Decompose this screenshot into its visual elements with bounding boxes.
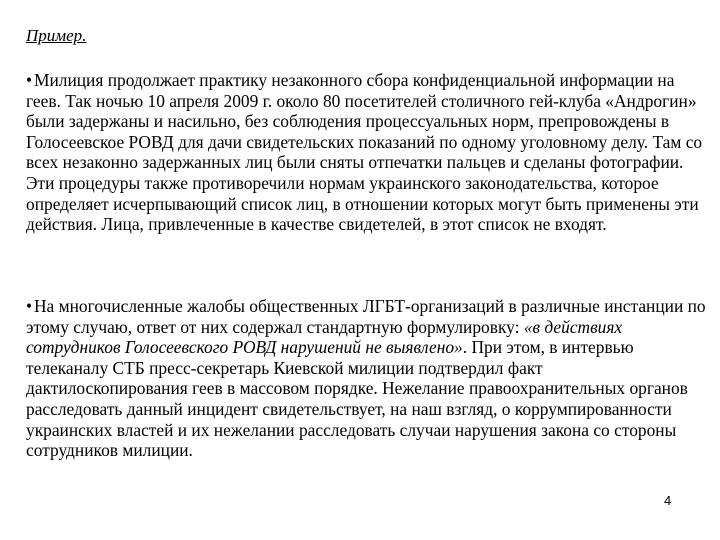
example-heading: Пример. — [26, 26, 87, 45]
page-number: 4 — [664, 493, 672, 508]
paragraph-2-text-after-quote: . При этом, в интервью телеканалу СТБ пресс-секретарь Киевской милиции подтвердил факт дактилоскопирования геев в массовом порядке. Нежелание правоохранительных органов расследовать данный инцидент свидетельствует, на наш взгляд, о коррумпированности украинских властей и их нежелании расследовать случаи нарушения закона со стороны сотрудников милиции. — [26, 337, 688, 461]
bullet-icon: • — [26, 70, 33, 90]
bullet-icon: • — [26, 296, 33, 316]
paragraph-2-text-before-quote: На многочисленные жалобы общественных ЛГБТ-организаций в различные инстанции по этому случаю, ответ от них содержал стандартную формулировку: — [26, 296, 706, 337]
paragraph-1 — [26, 70, 706, 235]
paragraph-2-quote: «в действиях сотрудников Голосеевского РОВД нарушений не выявлено» — [26, 316, 623, 358]
paragraph-2 — [26, 296, 706, 461]
paragraph-1-text: Милиция продолжает практику незаконного сбора конфиденциальной информации на геев. Так ночью 10 апреля 2009 г. около 80 посетителей столичного гей-клуба «Андрогин» были задержаны и насильно, без соблюдения процессуальных норм, препровождены в Голосеевское РОВД для дачи свидетельских показаний по одному уголовному делу. Там со всех незаконно задержанных лиц были сняты отпечатки пальцев и сделаны фотографии. Эти процедуры также противоречили нормам украинского законодательства, которое определяет исчерпывающий список лиц, в отношении которых могут быть применены эти действия. Лица, привлеченные в качестве свидетелей, в этот список не входят. — [26, 70, 703, 235]
